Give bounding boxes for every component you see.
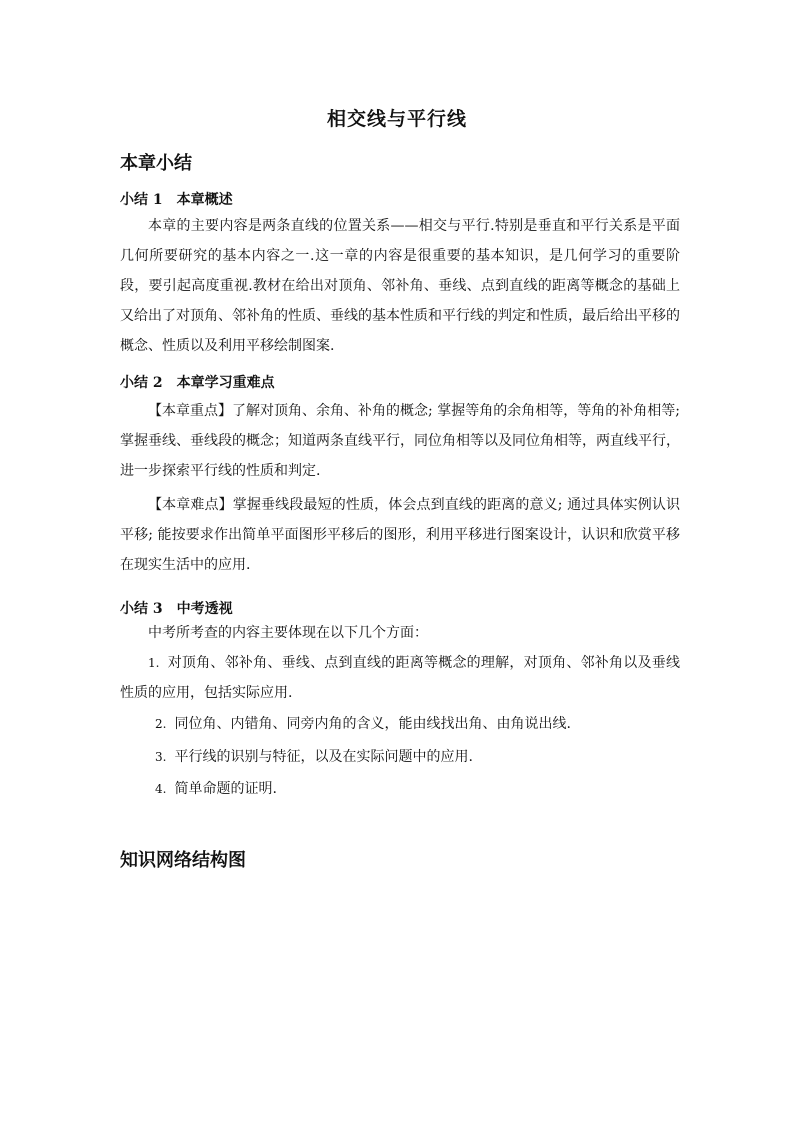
knowledge-map-heading: 知识网络结构图 — [120, 850, 246, 871]
list-item-2-text: 同位角、内错角、同旁内角的含义，能由线找出角、由角说出线. — [174, 716, 571, 732]
list-item-4-text: 简单命题的证明. — [174, 781, 277, 797]
list-item-3-text: 平行线的识别与特征，以及在实际问题中的应用. — [174, 749, 473, 765]
section-1-paragraph: 本章的主要内容是两条直线的位置关系——相交与平行.特别是垂直和平行关系是平面几何所要研究的基本内容之一.这一章的内容是很重要的基本知识，是几何学习的重要阶段，要引起高度重视.教材在给出对顶角、邻补角、垂线、点到直线的距离等概念的基础上又给出了对顶角、邻补角的性质、垂线的基本性质和平行线的判定和性质，最后给出平移的概念、性质以及利用平移绘制图案. — [120, 218, 680, 354]
difficult-points-paragraph: 【本章难点】掌握垂线段最短的性质，体会点到直线的距离的意义; 通过具体实例认识平移; 能按要求作出简单平面图形平移后的图形，利用平移进行图案设计，认识和欣赏平移在现实生活中的应用. — [120, 497, 680, 573]
section-1-number: 小结 1 — [120, 192, 163, 208]
list-item-2 — [155, 709, 571, 739]
section-3-intro: 中考所考查的内容主要体现在以下几个方面： — [148, 625, 428, 641]
section-2-heading — [120, 372, 275, 392]
section-2-number: 小结 2 — [120, 375, 163, 391]
section-2-title: 本章学习重难点 — [176, 375, 275, 391]
section-1-title: 本章概述 — [176, 192, 233, 208]
section-3-heading — [120, 598, 233, 618]
list-item-2-index: 2. — [155, 717, 167, 731]
list-item-4 — [155, 774, 277, 804]
list-item-4-index: 4. — [155, 782, 167, 796]
list-item-3 — [155, 742, 473, 772]
list-item-3-index: 3. — [155, 750, 167, 764]
document-title: 相交线与平行线 — [326, 108, 467, 130]
list-item-1 — [120, 648, 680, 708]
section-3-number: 小结 3 — [120, 601, 163, 617]
section-1-heading — [120, 189, 233, 209]
key-points-paragraph: 【本章重点】了解对顶角、余角、补角的概念; 掌握等角的余角相等，等角的补角相等; 掌握垂线、垂线段的概念；知道两条直线平行，同位角相等以及同位角相等，两直线平行，进一步探索平行线的性质和判定. — [120, 403, 680, 479]
chapter-summary-heading: 本章小结 — [120, 153, 192, 174]
section-3-title: 中考透视 — [176, 601, 233, 617]
list-item-1-index: 1. — [148, 656, 160, 670]
list-item-1-text: 对顶角、邻补角、垂线、点到直线的距离等概念的理解，对顶角、邻补角以及垂线性质的应用，包括实际应用. — [120, 655, 680, 701]
